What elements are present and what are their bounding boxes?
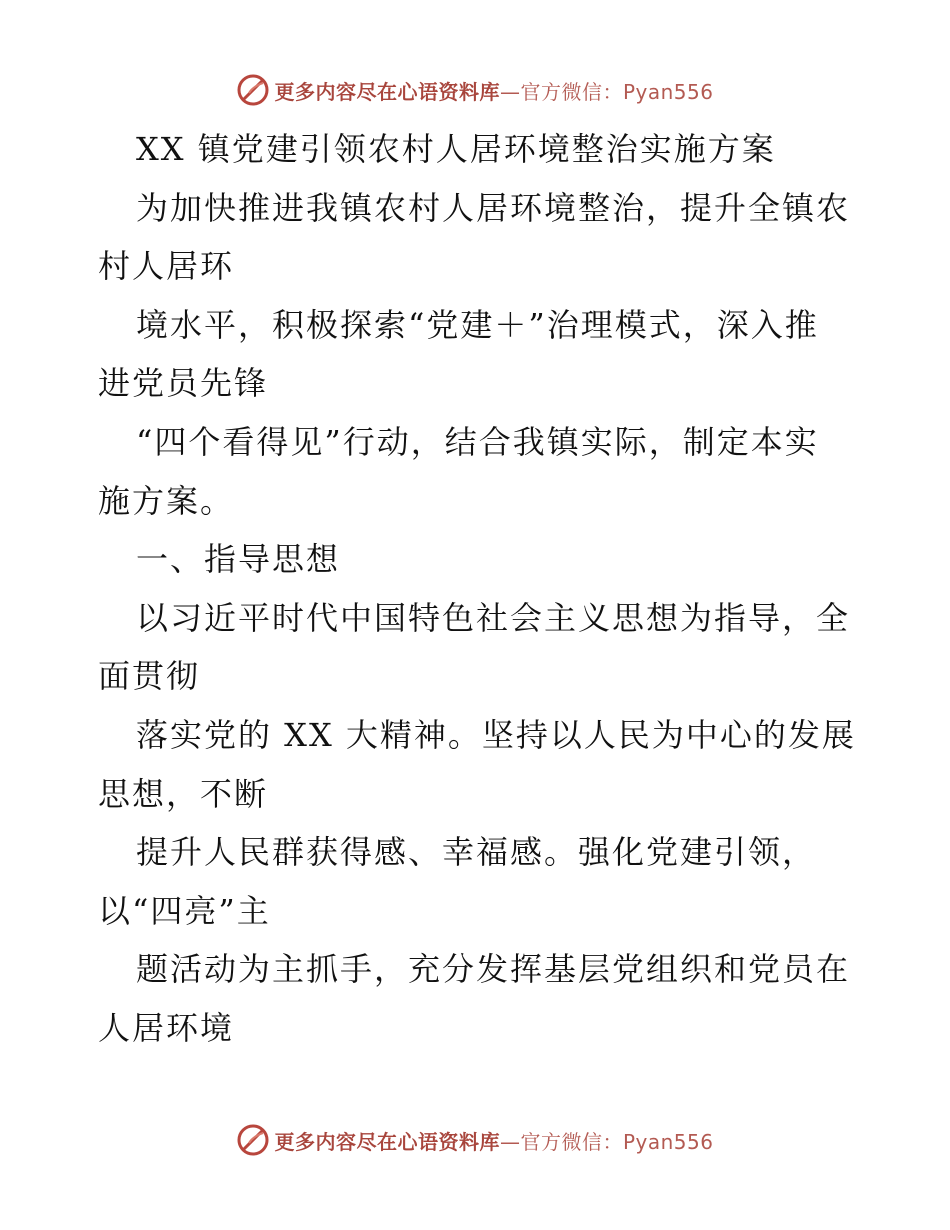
doc-line: 境水平，积极探索“党建＋”治理模式，深入推 bbox=[136, 305, 819, 344]
brush-logo-icon bbox=[236, 73, 270, 107]
document-body bbox=[98, 120, 858, 1058]
doc-line: 以“四亮”主 bbox=[98, 891, 271, 930]
watermark-text bbox=[274, 1126, 713, 1155]
doc-line: 施方案。 bbox=[98, 481, 235, 520]
watermark-tail: —官方微信：Pyan556 bbox=[499, 79, 714, 104]
doc-line: 以习近平时代中国特色社会主义思想为指导，全 bbox=[136, 598, 851, 637]
doc-line: 落实党的 XX 大精神。坚持以人民为中心的发展 bbox=[136, 715, 856, 754]
doc-title: XX 镇党建引领农村人居环境整治实施方案 bbox=[136, 130, 776, 168]
watermark-text bbox=[274, 76, 713, 105]
doc-line: 提升人民群获得感、幸福感。强化党建引领， bbox=[136, 833, 817, 872]
doc-line: 面贯彻 bbox=[98, 657, 201, 696]
watermark-tail: —官方微信：Pyan556 bbox=[499, 1129, 714, 1154]
watermark-lead: 更多内容尽在心语资料库 bbox=[274, 79, 500, 104]
watermark-banner-top bbox=[0, 70, 950, 110]
doc-line: 村人居环 bbox=[98, 247, 235, 286]
section-heading: 一、指导思想 bbox=[136, 540, 341, 579]
watermark-lead: 更多内容尽在心语资料库 bbox=[274, 1129, 500, 1154]
doc-line: 人居环境 bbox=[98, 1008, 235, 1047]
doc-line: 进党员先锋 bbox=[98, 364, 269, 403]
brush-logo-icon bbox=[236, 1123, 270, 1157]
doc-line: 思想，不断 bbox=[98, 774, 269, 813]
doc-line: “四个看得见”行动，结合我镇实际，制定本实 bbox=[136, 422, 819, 461]
doc-line: 为加快推进我镇农村人居环境整治，提升全镇农 bbox=[136, 188, 851, 227]
doc-line: 题活动为主抓手，充分发挥基层党组织和党员在 bbox=[136, 950, 851, 989]
watermark-banner-bottom bbox=[0, 1120, 950, 1160]
